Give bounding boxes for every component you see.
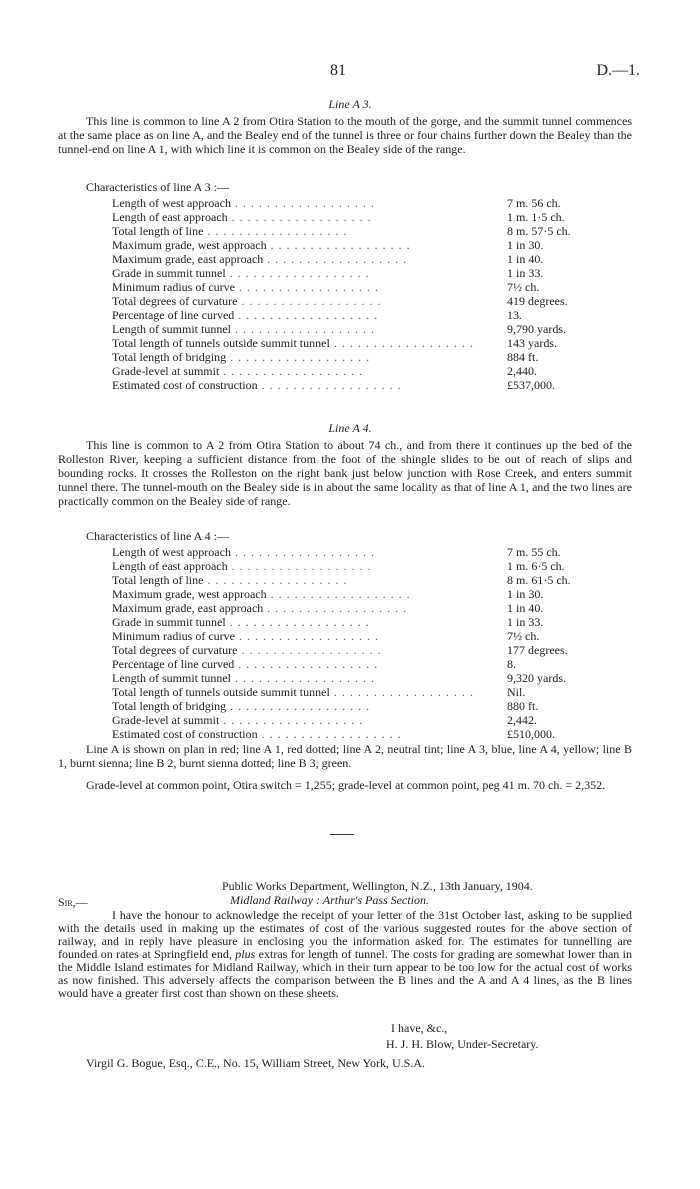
leader-dots: . . . . . . . . . . . . . . . . . . [225,615,370,629]
leader-dots: . . . . . . . . . . . . . . . . . . [234,657,379,671]
leader-dots: . . . . . . . . . . . . . . . . . . [203,224,348,238]
characteristic-row [112,238,632,252]
characteristic-label: Minimum radius of curve [112,629,235,643]
characteristic-label: Minimum radius of curve [112,280,235,294]
characteristic-value: 884 ft. [507,350,539,364]
line-a3-table [112,196,632,392]
page-number: 81 [330,62,346,79]
characteristic-label: Maximum grade, west approach [112,587,267,601]
leader-dots: . . . . . . . . . . . . . . . . . . [219,713,364,727]
characteristic-row [112,643,632,657]
characteristic-label: Estimated cost of construction [112,378,258,392]
leader-dots: . . . . . . . . . . . . . . . . . . [257,727,402,741]
letter-addressee: Virgil G. Bogue, Esq., C.E., No. 15, William Street, New York, U.S.A. [86,1056,426,1070]
characteristic-row [112,280,632,294]
characteristic-value: 1 in 33. [507,615,544,629]
characteristic-value: Nil. [507,685,526,699]
leader-dots: . . . . . . . . . . . . . . . . . . [227,559,372,573]
characteristic-label: Total length of tunnels outside summit tunnel [112,336,330,350]
characteristic-value: 177 degrees. [507,643,568,657]
leader-dots: . . . . . . . . . . . . . . . . . . [234,280,379,294]
characteristic-row [112,573,632,587]
characteristic-value: 2,442. [507,713,537,727]
characteristic-label: Estimated cost of construction [112,727,258,741]
characteristic-value: 7 m. 56 ch. [507,196,561,210]
characteristic-row [112,685,632,699]
plan-colour-note: Line A is shown on plan in red; line A 1, red dotted; line A 2, neutral tint; line A 3, blue, line A 4, yellow; line B 1, burnt sienna; line B 2, burnt sienna dotted; line B 3, green. [58,742,632,770]
characteristic-value: 143 yards. [507,336,557,350]
characteristic-value: 8 m. 57·5 ch. [507,224,571,238]
characteristic-value: 1 in 30. [507,587,544,601]
characteristic-row [112,224,632,238]
characteristic-row [112,629,632,643]
characteristic-label: Grade in summit tunnel [112,615,226,629]
line-a3-intro: This line is common to line A 2 from Otira Station to the mouth of the gorge, and the summit tunnel commences at the same place as on line A, and the Bealey end of the tunnel is three or four chains further down the Bealey than the tunnel-end on line A 1, with which line it is common on the Bealey side of the range. [58,114,632,156]
leader-dots: . . . . . . . . . . . . . . . . . . [234,629,379,643]
leader-dots: . . . . . . . . . . . . . . . . . . [266,587,411,601]
characteristic-label: Length of west approach [112,196,231,210]
characteristic-value: 1 in 33. [507,266,544,280]
line-a4-intro: This line is common to A 2 from Otira Station to about 74 ch., and from there it continues up the bed of the Rolleston River, keeping a sufficient distance from the foot of the shingle slides to be out of reach of slips and bounding rocks. It crosses the Rolleston on the right bank just below junction with Rose Creek, and enters summit tunnel there. The tunnel-mouth on the Bealey side is in about the same locality as that of line A 1, and the two lines are practically common on the Bealey side of range. [58,438,632,508]
characteristic-row [112,294,632,308]
characteristic-value: 1 in 40. [507,601,544,615]
leader-dots: . . . . . . . . . . . . . . . . . . [231,671,375,685]
characteristic-value: 880 ft. [507,699,539,713]
characteristic-label: Length of east approach [112,210,228,224]
characteristic-label: Grade-level at summit [112,713,220,727]
characteristic-label: Percentage of line curved [112,657,235,671]
leader-dots: . . . . . . . . . . . . . . . . . . [225,266,370,280]
characteristic-value: 8 m. 61·5 ch. [507,573,571,587]
characteristic-row [112,601,632,615]
characteristic-row [112,196,632,210]
leader-dots: . . . . . . . . . . . . . . . . . . [237,294,382,308]
characteristic-row [112,378,632,392]
letter-closing: I have, &c., [391,1021,448,1035]
characteristic-value: £537,000. [507,378,555,392]
characteristic-label: Maximum grade, east approach [112,252,264,266]
characteristic-label: Total length of line [112,573,204,587]
leader-dots: . . . . . . . . . . . . . . . . . . [234,308,379,322]
characteristic-label: Total length of line [112,224,204,238]
characteristic-value: £510,000. [507,727,555,741]
characteristic-value: 1 m. 1·5 ch. [507,210,565,224]
characteristic-row [112,657,632,671]
leader-dots: . . . . . . . . . . . . . . . . . . [227,210,372,224]
characteristic-label: Maximum grade, east approach [112,601,264,615]
characteristic-value: 8. [507,657,516,671]
letter-signature: H. J. H. Blow, Under-Secretary. [386,1037,539,1051]
characteristic-row [112,727,632,741]
leader-dots: . . . . . . . . . . . . . . . . . . [237,643,382,657]
characteristic-row [112,615,632,629]
characteristic-row [112,713,632,727]
letter-body [58,909,632,1000]
characteristic-row [112,322,632,336]
letter-dateline: Public Works Department, Wellington, N.Z., 13th January, 1904. [222,879,533,893]
leader-dots: . . . . . . . . . . . . . . . . . . [219,364,364,378]
leader-dots: . . . . . . . . . . . . . . . . . . [257,378,402,392]
characteristic-label: Grade in summit tunnel [112,266,226,280]
characteristic-value: 1 in 40. [507,252,544,266]
leader-dots: . . . . . . . . . . . . . . . . . . [230,196,375,210]
characteristic-label: Total length of tunnels outside summit tunnel [112,685,330,699]
characteristic-label: Length of summit tunnel [112,671,231,685]
characteristic-label: Total degrees of curvature [112,643,238,657]
characteristic-value: 7½ ch. [507,280,540,294]
characteristic-label: Grade-level at summit [112,364,220,378]
document-reference: D.—1. [596,62,640,79]
characteristic-row [112,252,632,266]
characteristic-value: 1 in 30. [507,238,544,252]
characteristic-value: 13. [507,308,522,322]
characteristic-row [112,266,632,280]
characteristic-row [112,545,632,559]
characteristic-value: 9,790 yards. [507,322,566,336]
letter-salutation: Sir,— [58,895,88,909]
characteristic-row [112,587,632,601]
characteristic-value: 2,440. [507,364,537,378]
characteristic-row [112,559,632,573]
leader-dots: . . . . . . . . . . . . . . . . . . [231,322,375,336]
letter-subject: Midland Railway : Arthur's Pass Section. [230,893,430,907]
leader-dots: . . . . . . . . . . . . . . . . . . [230,545,375,559]
leader-dots: . . . . . . . . . . . . . . . . . . [226,350,371,364]
characteristic-label: Maximum grade, west approach [112,238,267,252]
line-a4-table [112,545,632,741]
characteristic-row [112,699,632,713]
characteristic-row [112,364,632,378]
characteristic-value: 9,320 yards. [507,671,566,685]
letter-body-part1: I have the honour to acknowledge the receipt of your letter of the 31st October last, asking to be supplied with the details used in making up the estimates of cost of the various suggested routes for the above section of railway, and in reply have pleasure in enclosing you the information asked for. The estimates for tunnelling are founded on rates at Springfield end, [58,908,632,961]
leader-dots: . . . . . . . . . . . . . . . . . . [263,252,408,266]
characteristic-value: 419 degrees. [507,294,568,308]
section-divider [330,834,354,835]
line-a3-title: Line A 3. [328,97,372,111]
characteristic-label: Percentage of line curved [112,308,235,322]
leader-dots: . . . . . . . . . . . . . . . . . . [329,685,474,699]
characteristic-label: Length of west approach [112,545,231,559]
line-a4-characteristics-label: Characteristics of line A 4 :— [86,529,229,543]
characteristic-row [112,210,632,224]
characteristic-row [112,336,632,350]
characteristic-label: Total length of bridging [112,350,227,364]
letter-body-part2: extras for length of tunnel. The costs for grading are somewhat lower than in the Middle Island estimates for Midland Railway, which in their turn appear to be too low for the actual cost of works as now finished. This adversely affects the comparison between the B lines and the A and A 4 lines, as the B lines would have a greater first cost than shown on these sheets. [58,947,632,1000]
line-a4-title: Line A 4. [328,421,372,435]
characteristic-value: 7 m. 55 ch. [507,545,561,559]
leader-dots: . . . . . . . . . . . . . . . . . . [226,699,371,713]
characteristic-row [112,671,632,685]
characteristic-row [112,350,632,364]
characteristic-row [112,308,632,322]
characteristic-value: 1 m. 6·5 ch. [507,559,565,573]
characteristic-label: Length of east approach [112,559,228,573]
leader-dots: . . . . . . . . . . . . . . . . . . [263,601,408,615]
leader-dots: . . . . . . . . . . . . . . . . . . [329,336,474,350]
grade-level-note: Grade-level at common point, Otira switch = 1,255; grade-level at common point, peg 41 m. 70 ch. = 2,352. [86,778,606,792]
characteristic-label: Length of summit tunnel [112,322,231,336]
letter-body-italic: plus [235,947,256,961]
line-a3-characteristics-label: Characteristics of line A 3 :— [86,180,229,194]
leader-dots: . . . . . . . . . . . . . . . . . . [203,573,348,587]
characteristic-label: Total length of bridging [112,699,227,713]
characteristic-label: Total degrees of curvature [112,294,238,308]
characteristic-value: 7½ ch. [507,629,540,643]
leader-dots: . . . . . . . . . . . . . . . . . . [266,238,411,252]
